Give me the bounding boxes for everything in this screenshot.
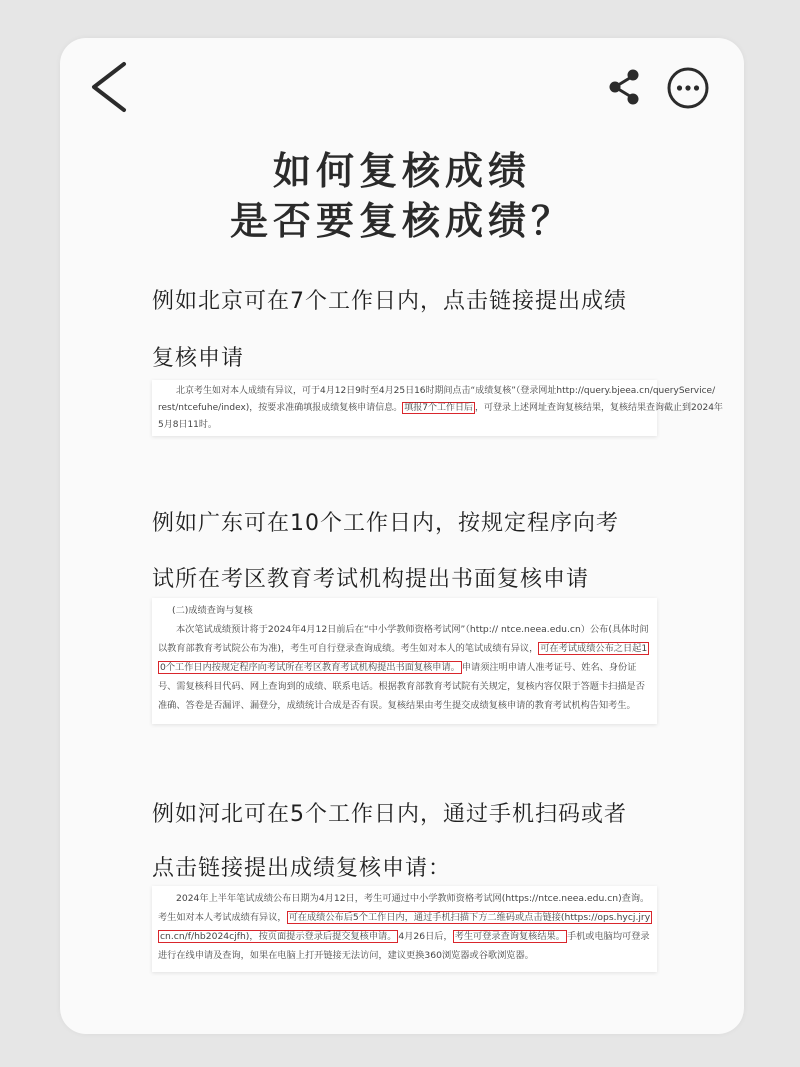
page-title-line-1: 如何复核成绩 [272,148,531,193]
notice-line: rest/ntcefuhe/index)，按要求准确填报成绩复核申请信息。 填报7个工作日后 ，可登录上述网址查询复核结果，复核结果查询截止到2024年 [158,403,723,413]
highlight-box: 0个工作日内按规定程序向考试所在考区教育考试机构提出书面复核申请。 [160,662,460,673]
hebei-notice-screenshot [152,886,657,972]
notice-line: 5月8日11时。 [158,420,217,430]
highlight-box: 填报7个工作日后 [404,403,474,413]
notice-line: 2024年上半年笔试成绩公布日期为4月12日，考生可通过中小学教师资格考试网(https://ntce.neea.edu.cn)查询。 [176,893,650,904]
highlight-box: 可在成绩公布后5个工作日内，通过手机扫描下方二维码或点击链接(https://ops.hycj.jry [288,912,651,923]
notice-line: 号、需复核科目代码、网上查询到的成绩、联系电话。根据教育部教育考试院有关规定，复核内容仅限于答题卡扫描是否 [158,681,645,692]
notice-line: 0个工作日内按规定程序向考试所在考区教育考试机构提出书面复核申请。 申请须注明申请人准考证号、姓名、身份证 [160,662,637,673]
notice-line: 本次笔试成绩预计将于2024年4月12日前后在“中小学教师资格考试网”（http:// ntce.neea.edu.cn）公布(具体时间 [176,624,649,635]
more-icon[interactable] [666,66,710,110]
section-beijing-text-line-1: 例如北京可在7个工作日内，点击链接提出成绩 [152,289,627,314]
section-guangdong-text-line-2: 试所在考区教育考试机构提出书面复核申请 [152,567,590,592]
notice-line: 北京考生如对本人成绩有异议，可于4月12日9时至4月25日16时期间点击“成绩复核”（登录网址http://query.bjeea.cn/queryService/ [176,386,716,396]
notice-line: 准确、答卷是否漏评、漏登分，成绩统计合成是否有误。复核结果由考生提交成绩复核申请的教育考试机构告知考生。 [158,700,636,711]
notice-line: 进行在线申请及查询，如果在电脑上打开链接无法访问，建议更换360浏览器或谷歌浏览器。 [158,950,534,961]
highlight-box: cn.cn/f/hb2024cjfh)，按页面提示登录后提交复核申请。 [160,931,397,942]
section-guangdong-text-line-1: 例如广东可在10个工作日内，按规定程序向考 [152,511,619,536]
section-hebei-text-line-1: 例如河北可在5个工作日内，通过手机扫码或者 [152,802,627,827]
notice-line: 以教育部教育考试院公布为准)，考生可自行登录查询成绩。考生如对本人的笔试成绩有异议， 可在考试成绩公布之日起1 [158,643,648,654]
highlight-box: 考生可登录查询复核结果。 [454,931,565,942]
section-hebei-text-line-2: 点击链接提出成绩复核申请： [152,856,452,881]
share-icon[interactable] [606,68,642,106]
notice-line: cn.cn/f/hb2024cjfh)，按页面提示登录后提交复核申请。 4月26日后， 考生可登录查询复核结果。 手机或电脑均可登录 [160,931,650,942]
highlight-box: 可在考试成绩公布之日起1 [540,643,648,654]
guangdong-notice-screenshot [152,598,657,724]
back-arrow-icon[interactable] [86,60,134,114]
notice-line: 考生如对本人考试成绩有异议， 可在成绩公布后5个工作日内，通过手机扫描下方二维码或点击链接(https://ops.hycj.jry [158,912,651,923]
beijing-notice-screenshot [152,380,723,436]
section-beijing-text-line-2: 复核申请 [152,346,245,371]
page-title-line-2: 是否要复核成绩？ [229,198,574,243]
notice-heading: (二)成绩查询与复核 [172,605,253,616]
